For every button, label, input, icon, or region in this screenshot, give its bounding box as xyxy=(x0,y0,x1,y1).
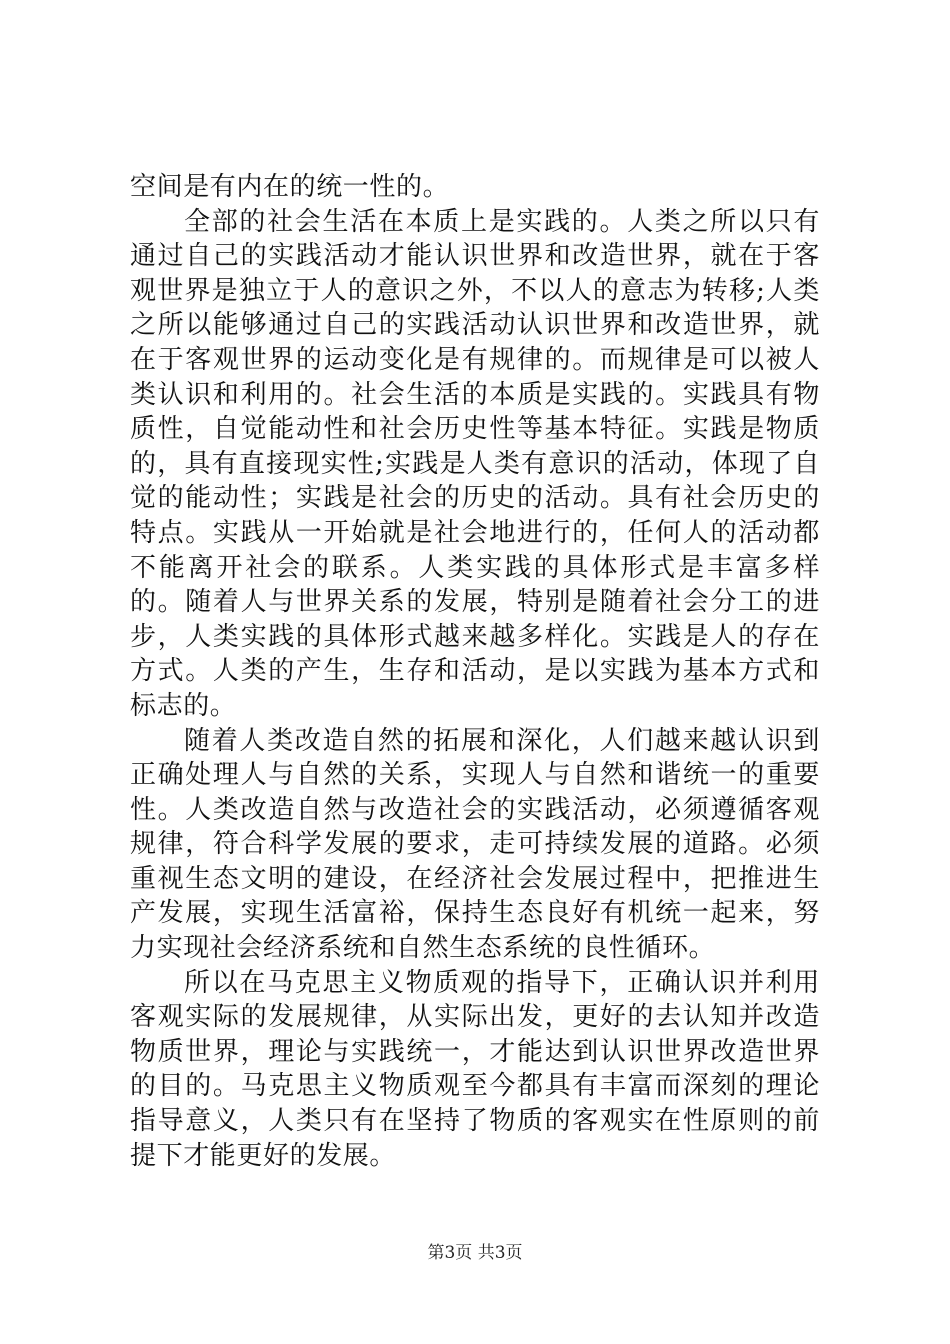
page-footer: 第3页 共3页 xyxy=(427,1243,523,1263)
paragraph-continuation: 空间是有内在的统一性的。 xyxy=(130,172,450,202)
document-body xyxy=(130,170,820,1173)
paragraph-practice: 全部的社会生活在本质上是实践的。人类之所以只有通过自己的实践活动才能认识世界和改造世界，就在于客观世界是独立于人的意识之外，不以人的意志为转移;人类之所以能够通过自己的实践活动认识世界和改造世界，就在于客观世界的运动变化是有规律的。而规律是可以被人类认识和利用的。社会生活的本质是实践的。实践具有物质性，自觉能动性和社会历史性等基本特征。实践是物质的，具有直接现实性;实践是人类有意识的活动，体现了自觉的能动性；实践是社会的历史的活动。具有社会历史的特点。实践从一开始就是社会地进行的，任何人的活动都不能离开社会的联系。人类实践的具体形式是丰富多样的。随着人与世界关系的发展，特别是随着社会分工的进步，人类实践的具体形式越来越多样化。实践是人的存在方式。人类的产生，生存和活动，是以实践为基本方式和标志的。 xyxy=(130,206,820,721)
paragraph-conclusion: 所以在马克思主义物质观的指导下，正确认识并利用客观实际的发展规律，从实际出发，更好的去认知并改造物质世界，理论与实践统一，才能达到认识世界改造世界的目的。马克思主义物质观至今都具有丰富而深刻的理论指导意义，人类只有在坚持了物质的客观实在性原则的前提下才能更好的发展。 xyxy=(130,967,820,1171)
paragraph-nature: 随着人类改造自然的拓展和深化，人们越来越认识到正确处理人与自然的关系，实现人与自然和谐统一的重要性。人类改造自然与改造社会的实践活动，必须遵循客观规律，符合科学发展的要求，走可持续发展的道路。必须重视生态文明的建设，在经济社会发展过程中，把推进生产发展，实现生活富裕，保持生态良好有机统一起来，努力实现社会经济系统和自然生态系统的良性循环。 xyxy=(130,725,820,964)
